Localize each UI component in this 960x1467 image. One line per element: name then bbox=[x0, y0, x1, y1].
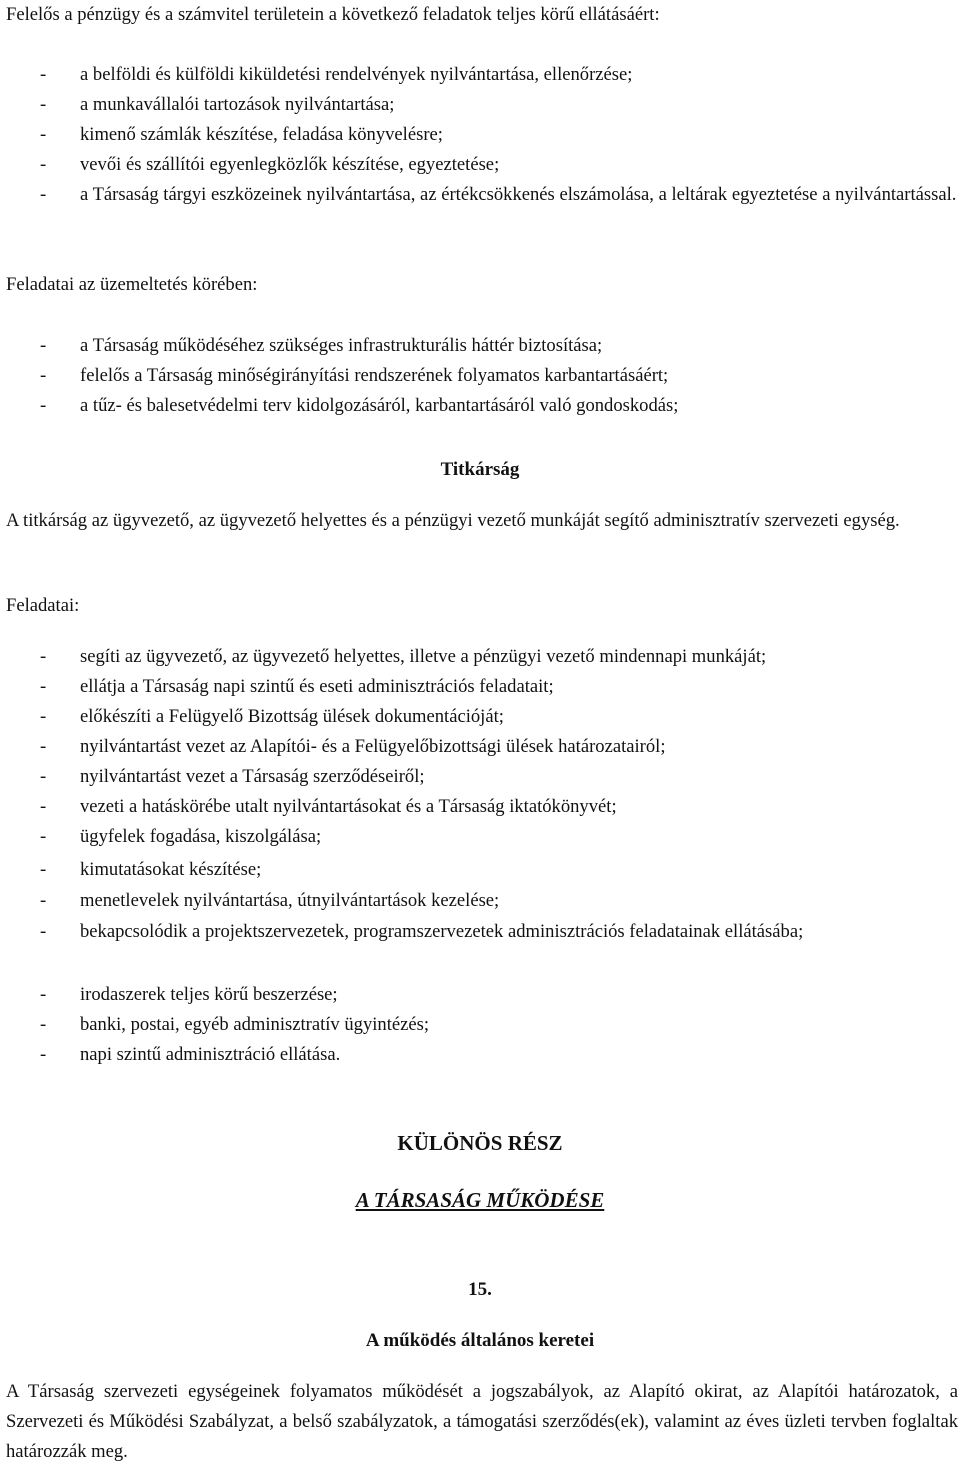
list-item bbox=[6, 90, 958, 120]
list-dash: - bbox=[40, 921, 47, 942]
list-item-text: kimutatásokat készítése; bbox=[80, 859, 262, 880]
list-item bbox=[6, 672, 958, 702]
list-dash: - bbox=[40, 1014, 47, 1035]
list-item-text: vevői és szállítói egyenlegközlők készítése, egyeztetése; bbox=[80, 154, 500, 175]
list-item bbox=[6, 391, 958, 421]
operations-intro: Feladatai az üzemeltetés körében: bbox=[6, 274, 258, 295]
list-item bbox=[6, 792, 958, 822]
list-dash: - bbox=[40, 826, 47, 847]
list-dash: - bbox=[40, 365, 47, 386]
list-dash: - bbox=[40, 676, 47, 697]
list-dash: - bbox=[40, 706, 47, 727]
list-item bbox=[6, 361, 958, 391]
list-item-text: kimenő számlák készítése, feladása könyvelésre; bbox=[80, 124, 443, 145]
list-item-text: irodaszerek teljes körű beszerzése; bbox=[80, 984, 338, 1005]
section-number: 15. bbox=[468, 1279, 492, 1300]
list-item-text: a belföldi és külföldi kiküldetési rendelvények nyilvántartása, ellenőrzése; bbox=[80, 64, 633, 85]
list-item bbox=[6, 1040, 958, 1070]
list-dash: - bbox=[40, 395, 47, 416]
list-item bbox=[6, 642, 958, 672]
list-dash: - bbox=[40, 64, 47, 85]
list-dash: - bbox=[40, 766, 47, 787]
list-item bbox=[6, 980, 958, 1010]
list-item bbox=[6, 822, 958, 852]
list-dash: - bbox=[40, 646, 47, 667]
list-dash: - bbox=[40, 984, 47, 1005]
list-item bbox=[6, 120, 958, 150]
list-dash: - bbox=[40, 184, 47, 205]
list-item-text: ügyfelek fogadása, kiszolgálása; bbox=[80, 826, 322, 847]
list-item bbox=[6, 762, 958, 792]
list-item-text: a tűz- és balesetvédelmi terv kidolgozásáról, karbantartásáról való gondoskodás; bbox=[80, 395, 679, 416]
secretariat-tasks-label: Feladatai: bbox=[6, 595, 80, 616]
list-item-text: banki, postai, egyéb adminisztratív ügyintézés; bbox=[80, 1014, 430, 1035]
part-heading: KÜLÖNÖS RÉSZ bbox=[397, 1131, 563, 1155]
list-item-text: a munkavállalói tartozások nyilvántartása; bbox=[80, 94, 395, 115]
list-item-text: a Társaság működéséhez szükséges infrastrukturális háttér biztosítása; bbox=[80, 335, 603, 356]
list-item bbox=[6, 917, 958, 947]
list-item-text: nyilvántartást vezet az Alapítói- és a Felügyelőbizottsági ülések határozatairól; bbox=[80, 736, 666, 757]
list-dash: - bbox=[40, 1044, 47, 1065]
part-subheading-text: A TÁRSASÁG MŰKÖDÉSE bbox=[355, 1188, 605, 1212]
list-item bbox=[6, 331, 958, 361]
list-item bbox=[6, 886, 958, 916]
list-item-text: segíti az ügyvezető, az ügyvezető helyettes, illetve a pénzügyi vezető mindennapi munkáját; bbox=[80, 646, 767, 667]
list-dash: - bbox=[40, 124, 47, 145]
list-item-text: vezeti a hatáskörébe utalt nyilvántartásokat és a Társaság iktatókönyvét; bbox=[80, 796, 617, 817]
list-item bbox=[6, 855, 958, 885]
list-item bbox=[6, 180, 958, 210]
list-dash: - bbox=[40, 94, 47, 115]
list-item-text: a Társaság tárgyi eszközeinek nyilvántartása, az értékcsökkenés elszámolása, a leltárak egyeztetése a nyilvántartással. bbox=[80, 184, 957, 205]
list-item bbox=[6, 150, 958, 180]
list-dash: - bbox=[40, 796, 47, 817]
list-item-text: felelős a Társaság minőségirányítási rendszerének folyamatos karbantartásáért; bbox=[80, 365, 669, 386]
section-body: A Társaság szervezeti egységeinek folyamatos működését a jogszabályok, az Alapító okirat, az Alapítói határozatok, a Szervezeti és Működési Szabályzat, a belső szabályzatok, a támogatási szerződés(ek), valamint az éves üzleti tervben foglaltak határozzák meg. bbox=[6, 1381, 958, 1462]
list-item bbox=[6, 60, 958, 90]
list-item-text: ellátja a Társaság napi szintű és eseti adminisztrációs feladatait; bbox=[80, 676, 554, 697]
finance-intro: Felelős a pénzügy és a számvitel területein a következő feladatok teljes körű ellátásáért: bbox=[6, 4, 660, 25]
list-item-text: napi szintű adminisztráció ellátása. bbox=[80, 1044, 341, 1065]
list-item bbox=[6, 732, 958, 762]
list-dash: - bbox=[40, 736, 47, 757]
list-dash: - bbox=[40, 890, 47, 911]
list-dash: - bbox=[40, 154, 47, 175]
secretariat-description: A titkárság az ügyvezető, az ügyvezető helyettes és a pénzügyi vezető munkáját segítő adminisztratív szervezeti egység. bbox=[6, 510, 900, 531]
secretariat-heading: Titkárság bbox=[440, 459, 520, 480]
list-item bbox=[6, 702, 958, 732]
list-item-text: menetlevelek nyilvántartása, útnyilvántartások kezelése; bbox=[80, 890, 500, 911]
list-item bbox=[6, 1010, 958, 1040]
list-item-text: előkészíti a Felügyelő Bizottság ülések dokumentációját; bbox=[80, 706, 504, 727]
part-subheading bbox=[0, 1184, 960, 1216]
section-title: A működés általános keretei bbox=[365, 1330, 595, 1351]
list-item-text: nyilvántartást vezet a Társaság szerződéseiről; bbox=[80, 766, 425, 787]
list-dash: - bbox=[40, 859, 47, 880]
list-item-text: bekapcsolódik a projektszervezetek, programszervezetek adminisztrációs feladatainak ellátásába; bbox=[80, 921, 804, 942]
list-dash: - bbox=[40, 335, 47, 356]
